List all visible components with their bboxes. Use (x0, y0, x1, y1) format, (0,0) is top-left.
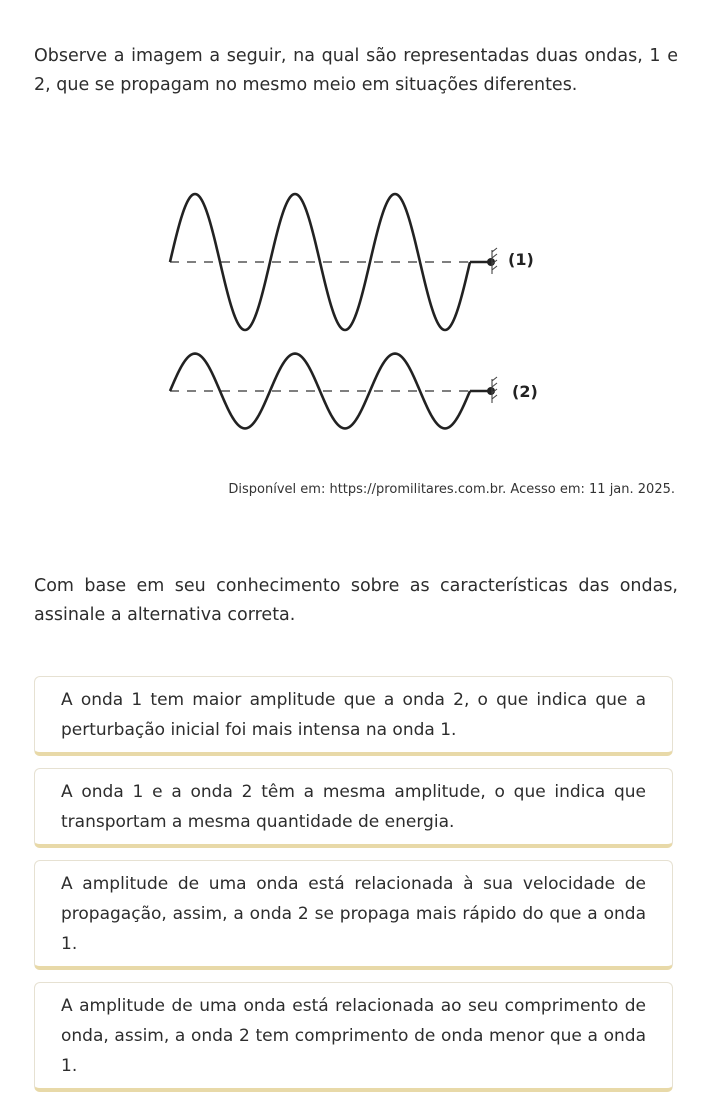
answer-option-b-text: A onda 1 e a onda 2 têm a mesma amplitude, o que indica que transportam a mesma quantidade de energia. (61, 782, 646, 832)
answer-option-c-text: A amplitude de uma onda está relacionada à sua velocidade de propagação, assim, a onda 2 se propaga mais rápido do que a onda 1. (61, 874, 646, 954)
wave-figure (150, 178, 560, 438)
image-source-caption: Disponível em: https://promilitares.com.br. Acesso em: 11 jan. 2025. (228, 482, 675, 497)
answer-option-d-text: A amplitude de uma onda está relacionada ao seu comprimento de onda, assim, a onda 2 tem comprimento de onda menor que a onda 1. (61, 996, 646, 1076)
answer-option-d[interactable] (34, 982, 673, 1092)
answer-option-a-text: A onda 1 tem maior amplitude que a onda 2, o que indica que a perturbação inicial foi mais intensa na onda 1. (61, 690, 646, 740)
intro-text: Observe a imagem a seguir, na qual são representadas duas ondas, 1 e 2, que se propagam no mesmo meio em situações diferentes. (34, 46, 678, 95)
wave2-label: (2) (512, 382, 538, 401)
question-text: Com base em seu conhecimento sobre as características das ondas, assinale a alternativa correta. (34, 576, 678, 625)
answer-option-a[interactable] (34, 676, 673, 756)
answer-option-b[interactable] (34, 768, 673, 848)
wave1-label: (1) (508, 250, 534, 269)
answer-option-c[interactable] (34, 860, 673, 970)
